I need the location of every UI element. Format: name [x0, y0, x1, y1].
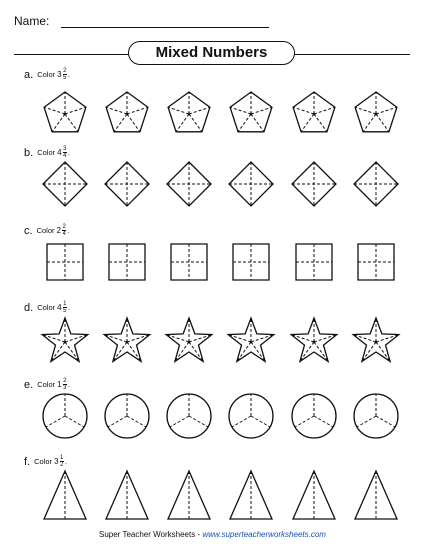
star-icon[interactable] [223, 311, 279, 367]
problem-instruction: Color [37, 380, 56, 389]
triangle-icon[interactable] [223, 467, 279, 523]
fraction-denominator: 5 [63, 75, 67, 81]
fraction-denominator: 3 [63, 385, 67, 391]
problem-instruction: Color [36, 226, 55, 235]
problem-letter: f. [24, 455, 31, 468]
pentagon-icon[interactable] [286, 84, 342, 140]
diamond-icon[interactable] [223, 156, 279, 212]
pentagon-icon[interactable] [348, 84, 404, 140]
mixed-number-whole: 3 [57, 70, 62, 79]
problem-instruction: Color [34, 457, 53, 466]
square-icon[interactable] [223, 234, 279, 290]
fraction-denominator: 4 [63, 153, 67, 159]
fraction-denominator: 5 [63, 308, 67, 314]
fraction-numerator: 3 [63, 146, 67, 152]
diamond-icon[interactable] [286, 156, 342, 212]
square-icon[interactable] [161, 234, 217, 290]
circle-icon[interactable] [99, 388, 155, 444]
page-title: Mixed Numbers [128, 41, 295, 65]
name-field [14, 14, 269, 28]
shape-row [0, 156, 425, 212]
pentagon-icon[interactable] [37, 84, 93, 140]
shape-row [0, 388, 425, 444]
mixed-number-whole: 4 [57, 148, 62, 157]
square-icon[interactable] [348, 234, 404, 290]
fraction-numerator: 2 [62, 224, 66, 230]
problem-letter: e. [24, 378, 34, 391]
triangle-icon[interactable] [99, 467, 155, 523]
fraction-numerator: 2 [63, 68, 67, 74]
star-icon[interactable] [99, 311, 155, 367]
period: . [67, 148, 71, 157]
pentagon-icon[interactable] [223, 84, 279, 140]
problem-label [24, 68, 70, 81]
circle-icon[interactable] [286, 388, 342, 444]
fraction-numerator: 2 [63, 378, 67, 384]
star-icon[interactable] [286, 311, 342, 367]
name-label: Name: [14, 14, 50, 28]
star-icon[interactable] [37, 311, 93, 367]
square-icon[interactable] [37, 234, 93, 290]
circle-icon[interactable] [223, 388, 279, 444]
footer-separator: - [197, 530, 201, 539]
problem-letter: b. [24, 146, 34, 159]
triangle-icon[interactable] [37, 467, 93, 523]
pentagon-icon[interactable] [99, 84, 155, 140]
square-icon[interactable] [99, 234, 155, 290]
triangle-icon[interactable] [286, 467, 342, 523]
star-icon[interactable] [161, 311, 217, 367]
star-icon[interactable] [348, 311, 404, 367]
circle-icon[interactable] [37, 388, 93, 444]
square-icon[interactable] [286, 234, 342, 290]
circle-icon[interactable] [348, 388, 404, 444]
period: . [67, 70, 71, 79]
footer [0, 530, 425, 539]
diamond-icon[interactable] [348, 156, 404, 212]
footer-site-link[interactable]: www.superteacherworksheets.com [202, 530, 326, 539]
mixed-number-whole: 2 [56, 226, 61, 235]
problem-letter: c. [24, 224, 33, 237]
mixed-number-whole: 4 [57, 303, 62, 312]
circle-icon[interactable] [161, 388, 217, 444]
period: . [67, 380, 71, 389]
name-input-line[interactable] [61, 16, 269, 28]
fraction-numerator: 1 [63, 301, 67, 307]
problem-instruction: Color [37, 148, 56, 157]
diamond-icon[interactable] [161, 156, 217, 212]
triangle-icon[interactable] [348, 467, 404, 523]
fraction [63, 68, 67, 81]
fraction-denominator: 2 [60, 462, 64, 468]
shape-row [0, 311, 425, 367]
mixed-number-whole: 1 [57, 380, 62, 389]
period: . [64, 457, 67, 466]
fraction-denominator: 4 [62, 231, 66, 237]
problem-instruction: Color [37, 303, 56, 312]
period: . [67, 226, 70, 235]
fraction-numerator: 1 [60, 455, 64, 461]
diamond-icon[interactable] [99, 156, 155, 212]
mixed-number [57, 68, 70, 81]
triangle-icon[interactable] [161, 467, 217, 523]
mixed-number-whole: 3 [54, 457, 59, 466]
footer-brand: Super Teacher Worksheets [99, 530, 196, 539]
problem-instruction: Color [37, 70, 56, 79]
shape-row [0, 234, 425, 290]
problem-letter: d. [24, 301, 34, 314]
period: . [67, 303, 71, 312]
shape-row [0, 84, 425, 140]
shape-row [0, 467, 425, 523]
diamond-icon[interactable] [37, 156, 93, 212]
pentagon-icon[interactable] [161, 84, 217, 140]
problem-letter: a. [24, 68, 34, 81]
